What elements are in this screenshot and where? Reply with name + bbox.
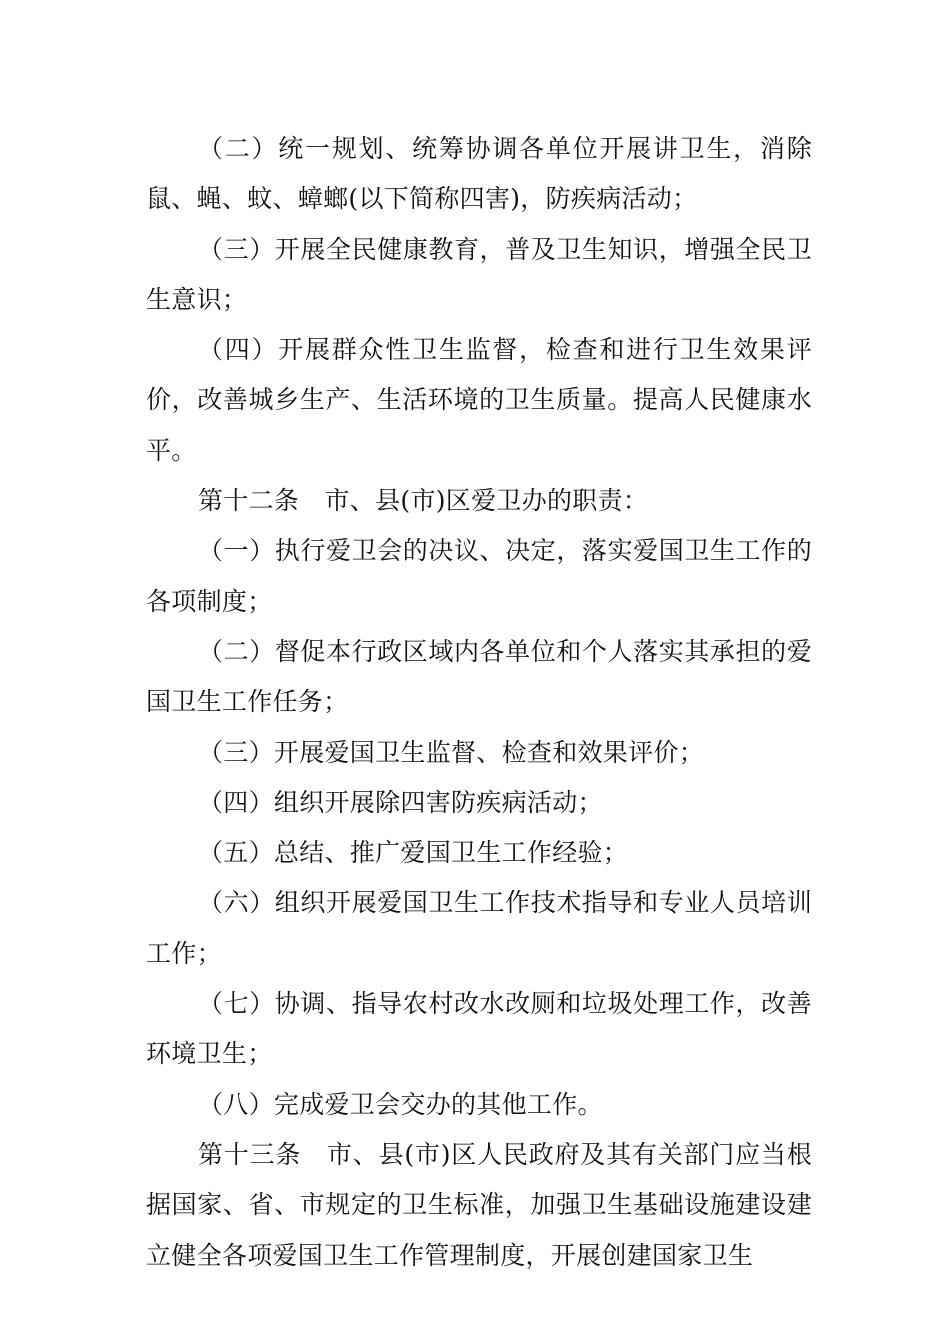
document-body <box>146 124 812 1281</box>
article-13-paragraph: 第十三条 市、县(市)区人民政府及其有关部门应当根据国家、省、市规定的卫生标准，加强卫生基础设施建设建立健全各项爱国卫生工作管理制度，开展创建国家卫生 <box>146 1139 812 1270</box>
article-12-item-2: （二）督促本行政区域内各单位和个人落实其承担的爱国卫生工作任务； <box>146 636 812 717</box>
article-12-item-4: （四）组织开展除四害防疾病活动； <box>198 787 603 817</box>
article-12-item-3: （三）开展爱国卫生监督、检查和效果评价； <box>198 737 705 767</box>
article-12-heading: 第十二条 市、县(市)区爱卫办的职责： <box>198 486 649 516</box>
paragraph-item-3-health-education: （三）开展全民健康教育，普及卫生知识，增强全民卫生意识； <box>146 234 812 314</box>
paragraph-item-2-planning: （二）统一规划、统筹协调各单位开展讲卫生，消除鼠、蝇、蚊、蟑螂(以下简称四害)，防疾病活动； <box>146 134 812 214</box>
paragraph-item-4-supervision: （四）开展群众性卫生监督，检查和进行卫生效果评价，改善城乡生产、生活环境的卫生质量。提高人民健康水平。 <box>146 335 812 465</box>
article-12-item-5: （五）总结、推广爱国卫生工作经验； <box>198 838 629 868</box>
article-12-item-8: （八）完成爱卫会交办的其他工作。 <box>198 1089 603 1119</box>
article-12-item-6: （六）组织开展爱国卫生工作技术指导和专业人员培训工作； <box>146 888 812 968</box>
article-12-item-7: （七）协调、指导农村改水改厕和垃圾处理工作，改善环境卫生； <box>146 989 812 1069</box>
article-12-item-1: （一）执行爱卫会的决议、决定，落实爱国卫生工作的各项制度； <box>146 536 812 616</box>
